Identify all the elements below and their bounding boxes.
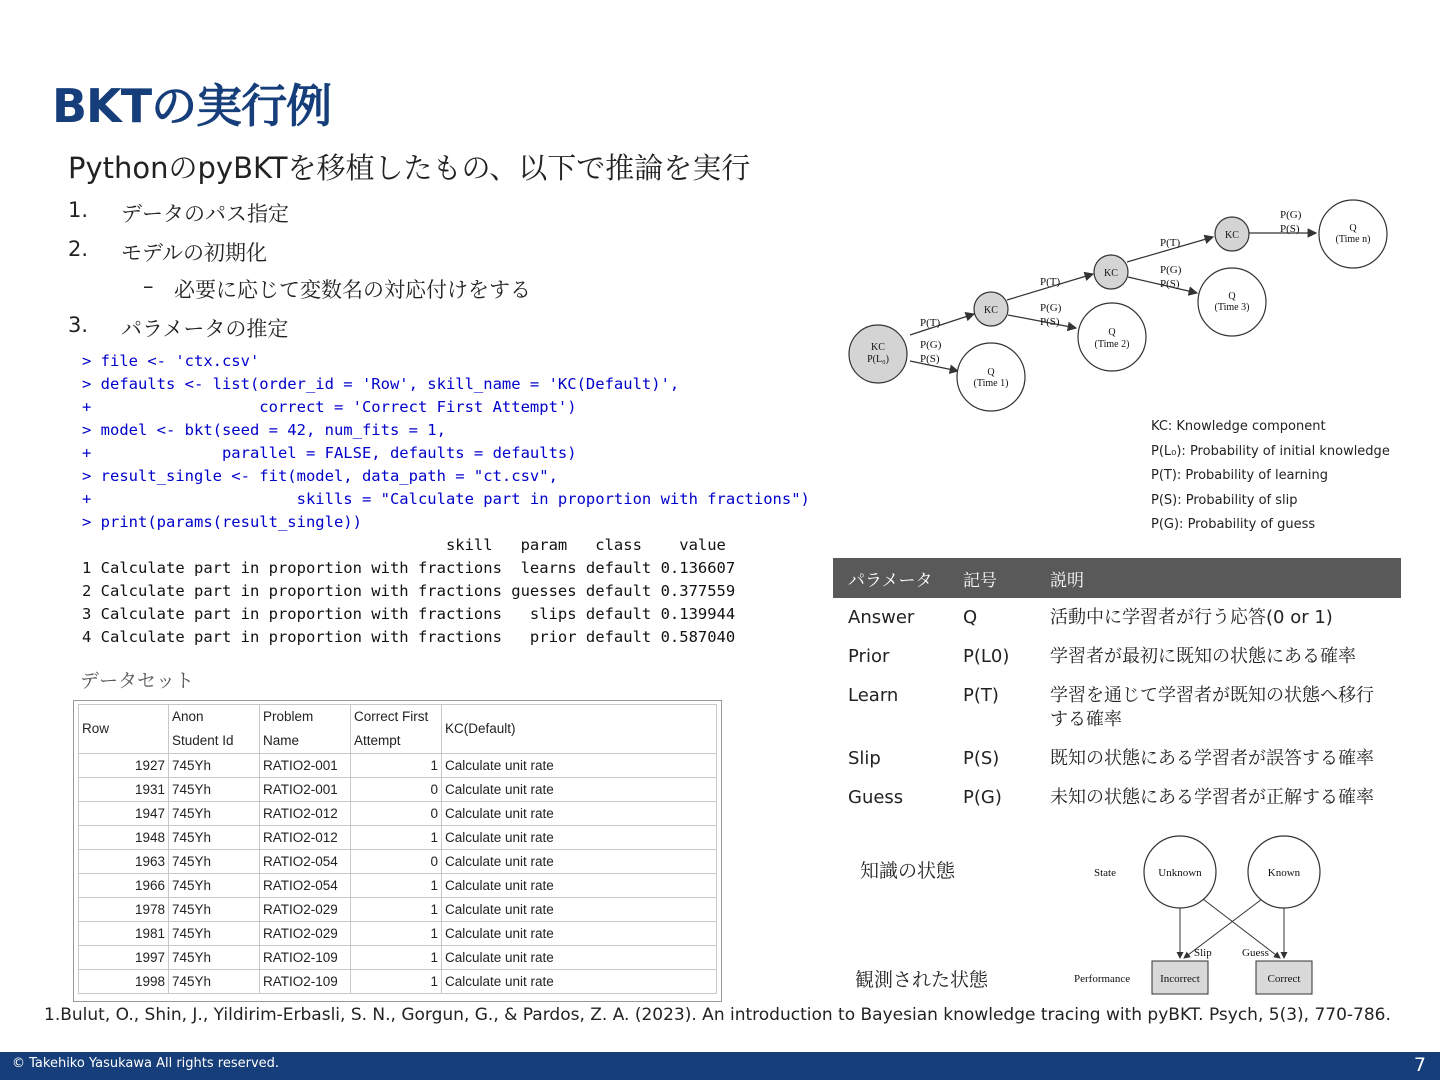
- param-name-cell: Prior: [848, 646, 890, 667]
- table-cell: 745Yh: [169, 970, 260, 994]
- table-cell: 1: [351, 874, 442, 898]
- dataset-col-problem: Problem Name: [260, 705, 351, 754]
- param-desc-cell: 活動中に学習者が行う応答(0 or 1): [1050, 607, 1333, 628]
- parameter-row: [833, 676, 1401, 739]
- param-col-name: パラメータ: [833, 558, 948, 598]
- legend-item: P(T): Probability of learning: [1151, 468, 1328, 484]
- table-cell: RATIO2-001: [260, 754, 351, 778]
- sub-bullet: –: [143, 274, 154, 298]
- qn-time: (Time n): [1335, 234, 1371, 245]
- performance-label: Performance: [1074, 973, 1131, 985]
- q2-time: (Time 2): [1094, 339, 1130, 350]
- dataset-label: データセット: [80, 670, 195, 692]
- param-symbol-cell: P(S): [963, 748, 1000, 769]
- legend-item: P(L₀): Probability of initial knowledge: [1151, 443, 1390, 459]
- slide-title: BKTの実行例: [52, 79, 332, 133]
- table-cell: 0: [351, 802, 442, 826]
- table-row: [79, 850, 717, 874]
- table-cell: 745Yh: [169, 778, 260, 802]
- table-cell: Calculate unit rate: [442, 754, 717, 778]
- parameter-row: [833, 739, 1401, 778]
- edge-pt-3: P(T): [1160, 237, 1181, 249]
- table-cell: 745Yh: [169, 754, 260, 778]
- table-cell: 1948: [79, 826, 169, 850]
- copyright-text: © Takehiko Yasukawa All rights reserved.: [12, 1056, 280, 1071]
- observed-state-label: 観測された状態: [855, 969, 989, 991]
- bkt-legend: [1151, 415, 1390, 538]
- q3-time: (Time 3): [1214, 302, 1250, 313]
- bkt-diagram: [840, 195, 1400, 420]
- edge-pg-1: P(G): [920, 339, 942, 351]
- table-cell: 1: [351, 826, 442, 850]
- correct-label: Correct: [1267, 973, 1301, 985]
- table-cell: RATIO2-012: [260, 802, 351, 826]
- guess-label: Guess: [1242, 947, 1269, 959]
- legend-item: P(G): Probability of guess: [1151, 517, 1316, 533]
- dataset-col-correct: Correct First Attempt: [351, 705, 442, 754]
- table-row: [79, 946, 717, 970]
- state-diagram: [1070, 830, 1330, 1000]
- table-cell: RATIO2-001: [260, 778, 351, 802]
- unknown-label: Unknown: [1158, 867, 1202, 879]
- table-cell: 1927: [79, 754, 169, 778]
- qn-label: Q: [1349, 223, 1357, 234]
- kc1-label: KC: [984, 305, 998, 316]
- dataset-frame: [73, 700, 722, 1002]
- table-cell: 1: [351, 754, 442, 778]
- param-name-cell: Slip: [848, 748, 881, 769]
- step-text: 必要に応じて変数名の対応付けをする: [174, 278, 531, 302]
- table-cell: RATIO2-012: [260, 826, 351, 850]
- step-number: 1.: [68, 198, 89, 222]
- table-cell: 1: [351, 946, 442, 970]
- table-cell: RATIO2-029: [260, 898, 351, 922]
- table-cell: 745Yh: [169, 922, 260, 946]
- table-cell: 745Yh: [169, 874, 260, 898]
- kc2-label: KC: [1104, 268, 1118, 279]
- q1-time: (Time 1): [973, 378, 1009, 389]
- table-cell: 1998: [79, 970, 169, 994]
- table-cell: 1978: [79, 898, 169, 922]
- q1-label: Q: [987, 367, 995, 378]
- edge-ps-n: P(S): [1280, 223, 1300, 235]
- legend-item: P(S): Probability of slip: [1151, 492, 1298, 508]
- table-cell: 1: [351, 898, 442, 922]
- param-symbol-cell: P(G): [963, 787, 1002, 808]
- table-row: [79, 898, 717, 922]
- edge-pt-1: P(T): [920, 317, 941, 329]
- step-text: パラメータの推定: [121, 317, 289, 341]
- slide-subtitle: PythonのpyBKTを移植したもの、以下で推論を実行: [68, 151, 751, 185]
- step-text: モデルの初期化: [121, 241, 267, 265]
- param-symbol-cell: P(T): [963, 685, 999, 706]
- parameter-row: [833, 598, 1401, 637]
- r-output-block: skill param class value 1 Calculate part in proportion with fractions learns default 0.136607 2 Calculate part in proportion with fractions guesses default 0.377559 3 Calculate part in proportion with fractions slips default 0.139944 4 Calculate part in proportion with fractions prior default 0.587040: [82, 536, 736, 646]
- table-cell: 1997: [79, 946, 169, 970]
- table-cell: 0: [351, 778, 442, 802]
- table-row: [79, 802, 717, 826]
- dataset-col-kc: KC(Default): [442, 705, 717, 754]
- param-name-cell: Guess: [848, 787, 904, 808]
- table-cell: 1981: [79, 922, 169, 946]
- table-cell: Calculate unit rate: [442, 778, 717, 802]
- table-cell: 745Yh: [169, 946, 260, 970]
- kc0-pl0-label: P(L₀): [867, 354, 889, 365]
- table-cell: Calculate unit rate: [442, 922, 717, 946]
- table-row: [79, 922, 717, 946]
- table-cell: RATIO2-029: [260, 922, 351, 946]
- table-cell: 1931: [79, 778, 169, 802]
- kc0-label: KC: [871, 342, 885, 353]
- dataset-col-student: Anon Student Id: [169, 705, 260, 754]
- knowledge-state-label: 知識の状態: [860, 860, 956, 882]
- table-cell: Calculate unit rate: [442, 874, 717, 898]
- step-number: 3.: [68, 313, 89, 337]
- table-row: [79, 826, 717, 850]
- known-label: Known: [1267, 867, 1301, 879]
- table-cell: RATIO2-054: [260, 874, 351, 898]
- kc3-label: KC: [1225, 230, 1239, 241]
- r-code-block: > file <- 'ctx.csv' > defaults <- list(order_id = 'Row', skill_name = 'KC(Default)', + correct = 'Correct First Attempt') > model <- bkt(seed = 42, num_fits = 1, + parallel = FALSE, defaults = defaults) > result_single <- fit(model, data_path = "ct.csv", + skills = "Calculate part in proportion with fractions") > print(params(result_single)): [82, 352, 810, 531]
- table-row: [79, 754, 717, 778]
- table-row: [79, 778, 717, 802]
- parameter-table: [833, 558, 1401, 817]
- edge-ps-2: P(S): [1040, 316, 1060, 328]
- footer-bar: [0, 1052, 1440, 1080]
- slip-label: Slip: [1194, 947, 1212, 959]
- reference-citation: 1.Bulut, O., Shin, J., Yildirim-Erbasli, S. N., Gorgun, G., & Pardos, Z. A. (2023). An introduction to Bayesian knowledge tracing with pyBKT. Psych, 5(3), 770-786.: [44, 1005, 1391, 1025]
- param-desc-cell: 学習を通じて学習者が既知の状態へ移行する確率: [1050, 685, 1374, 730]
- dataset-header-row: [79, 705, 717, 754]
- parameter-table-header: [833, 558, 1401, 598]
- table-cell: Calculate unit rate: [442, 850, 717, 874]
- table-cell: 1: [351, 922, 442, 946]
- param-desc-cell: 既知の状態にある学習者が誤答する確率: [1050, 748, 1374, 769]
- table-cell: 1947: [79, 802, 169, 826]
- edge-pg-n: P(G): [1280, 209, 1302, 221]
- step-number: 2.: [68, 237, 89, 261]
- param-name-cell: Learn: [848, 685, 899, 706]
- table-row: [79, 874, 717, 898]
- table-cell: RATIO2-054: [260, 850, 351, 874]
- edge-pt-2: P(T): [1040, 276, 1061, 288]
- table-cell: Calculate unit rate: [442, 946, 717, 970]
- param-desc-cell: 未知の状態にある学習者が正解する確率: [1050, 787, 1374, 808]
- table-cell: RATIO2-109: [260, 970, 351, 994]
- table-cell: 1: [351, 970, 442, 994]
- param-name-cell: Answer: [848, 607, 915, 628]
- q2-label: Q: [1108, 327, 1116, 338]
- table-cell: 1966: [79, 874, 169, 898]
- param-col-desc: 説明: [1035, 558, 1401, 598]
- edge-pg-3: P(G): [1160, 264, 1182, 276]
- q3-label: Q: [1228, 291, 1236, 302]
- edge-pg-2: P(G): [1040, 302, 1062, 314]
- table-cell: Calculate unit rate: [442, 970, 717, 994]
- table-cell: 745Yh: [169, 850, 260, 874]
- table-cell: Calculate unit rate: [442, 826, 717, 850]
- table-cell: RATIO2-109: [260, 946, 351, 970]
- table-cell: 745Yh: [169, 898, 260, 922]
- param-symbol-cell: Q: [963, 607, 978, 628]
- param-symbol-cell: P(L0): [963, 646, 1010, 667]
- table-cell: 0: [351, 850, 442, 874]
- dataset-table: [78, 704, 717, 994]
- table-row: [79, 970, 717, 994]
- edge-ps-3: P(S): [1160, 278, 1180, 290]
- param-col-symbol: 記号: [948, 558, 1035, 598]
- param-desc-cell: 学習者が最初に既知の状態にある確率: [1050, 646, 1356, 667]
- table-cell: 1963: [79, 850, 169, 874]
- dataset-col-row: Row: [79, 705, 169, 754]
- table-cell: Calculate unit rate: [442, 898, 717, 922]
- table-cell: Calculate unit rate: [442, 802, 717, 826]
- page-number: 7: [1413, 1054, 1426, 1076]
- parameter-row: [833, 637, 1401, 676]
- table-cell: 745Yh: [169, 826, 260, 850]
- parameter-row: [833, 778, 1401, 817]
- state-label: State: [1094, 867, 1116, 879]
- table-cell: 745Yh: [169, 802, 260, 826]
- edge-ps-1: P(S): [920, 353, 940, 365]
- incorrect-label: Incorrect: [1160, 973, 1200, 985]
- legend-item: KC: Knowledge component: [1151, 419, 1326, 434]
- step-text: データのパス指定: [121, 202, 289, 226]
